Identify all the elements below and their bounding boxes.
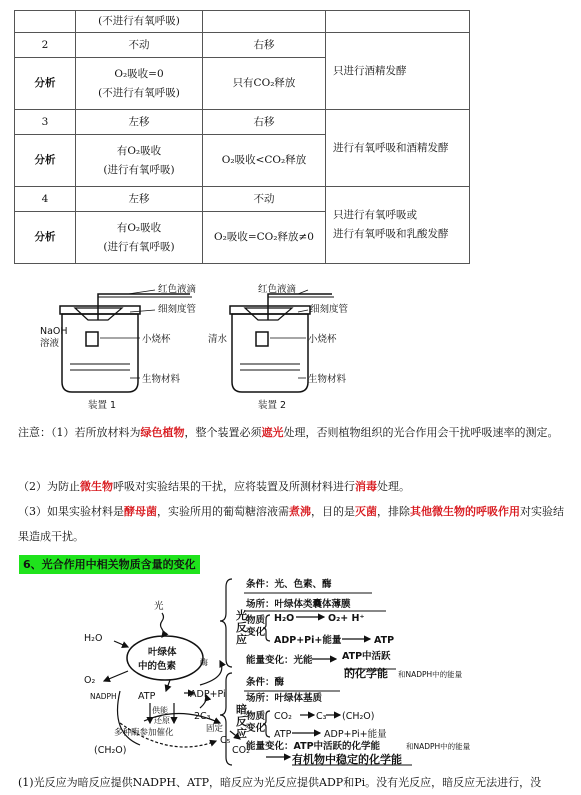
conclusion-cell — [326, 11, 470, 33]
conclusion-cell — [326, 33, 470, 110]
table-cell-line: 进行有氧呼吸和酒精发酵 — [333, 141, 449, 154]
table-cell-line: 左移 — [128, 115, 150, 128]
nadph-label: NADPH — [90, 692, 117, 701]
device2-cell — [203, 58, 326, 110]
conclusion-cell — [326, 187, 470, 264]
table-cell-line: O₂吸收<CO₂释放 — [221, 154, 307, 166]
device1-cell — [76, 33, 203, 58]
dr-eq1-a: CO₂ — [274, 711, 292, 722]
lr-mat-1: 物质 — [246, 615, 266, 626]
lr-mat-2: 变化 — [246, 627, 266, 638]
table-row — [15, 11, 470, 33]
label-naoh-solution: 溶液 — [40, 338, 60, 349]
label-device-1: 装置 1 — [88, 400, 117, 411]
table-cell-line: 只有CO₂释放 — [232, 77, 296, 89]
label-small-beaker-2: 小烧杯 — [308, 334, 337, 345]
lr-3: 应 — [236, 633, 247, 646]
lr-energy-c: 的化学能 — [344, 667, 388, 680]
device2-cell — [203, 212, 326, 264]
c5-label: C₅ — [220, 735, 231, 746]
chloroplast-label: 叶绿体 — [148, 647, 177, 658]
h2o-label: H₂O — [84, 633, 103, 644]
c3-label: 2C₃ — [194, 711, 211, 722]
note-3: （3）如果实验材料是酵母菌，实验所用的葡萄糖溶液需煮沸，目的是灭菌，排除其他微生物的呼吸作用对实验结果造成干扰。 — [18, 505, 564, 543]
table-row — [15, 110, 470, 135]
table-cell-line: O₂吸收=0 — [114, 67, 164, 80]
supply-label: 供能 — [152, 706, 168, 715]
dr-energy-b: 和NADPH中的能量 — [406, 742, 471, 751]
table-row — [15, 187, 470, 212]
lr-energy: 能量变化：光能 — [246, 655, 313, 666]
analysis-label: 分析 — [15, 212, 76, 264]
dr-eq2-b: ADP+Pi+能量 — [324, 729, 387, 740]
dr-1: 暗 — [236, 703, 247, 716]
device-number: 3 — [15, 110, 76, 135]
dr-eq1-c: (CH₂O) — [342, 711, 375, 722]
table-cell-line: 只进行酒精发酵 — [333, 64, 407, 77]
fix-label: 固定 — [206, 724, 224, 734]
pigment-label: 中的色素 — [138, 661, 177, 672]
device2-cell — [203, 110, 326, 135]
label-red-drop-1: 红色液滴 — [158, 284, 197, 295]
lr-condition: 条件：光、色素、酶 — [246, 579, 332, 590]
dr-mat-2: 变化 — [246, 723, 266, 734]
dr-3: 应 — [236, 727, 247, 740]
label-bio-1: 生物材料 — [142, 374, 181, 385]
label-water: 清水 — [208, 334, 228, 345]
note-1: 注意：（1）若所放材料为绿色植物，整个装置必须遮光处理，否则植物组织的光合作用会干扰呼吸速率的测定。 — [18, 426, 559, 439]
result-table — [14, 10, 470, 264]
table-cell-line: (不进行有氧呼吸) — [98, 15, 180, 27]
device-number: 2 — [15, 33, 76, 58]
dr-condition: 条件：酶 — [246, 677, 285, 688]
dr-eq1-b: C₃ — [316, 711, 327, 722]
label-tube-1: 细刻度管 — [158, 304, 197, 315]
label-device-2: 装置 2 — [258, 400, 287, 411]
bottom-paragraph: (1)光反应为暗反应提供NADPH、ATP，暗反应为光反应提供ADP和Pi。没有光反应，暗反应无法进行，没 — [18, 776, 542, 789]
dr-eq2-a: ATP — [274, 729, 292, 740]
dr-2: 反 — [236, 715, 247, 728]
label-naoh: NaOH — [40, 326, 68, 337]
table-cell-line: 右移 — [253, 115, 275, 128]
table-cell-line: 右移 — [253, 38, 275, 51]
o2-label: O₂ — [84, 675, 96, 686]
device-number — [15, 11, 76, 33]
table-cell-line: (不进行有氧呼吸) — [98, 86, 180, 99]
device1-cell — [76, 110, 203, 135]
device1-cell — [76, 212, 203, 264]
label-red-drop-2: 红色液滴 — [258, 284, 297, 295]
lr-eq2-a: ADP+Pi+能量 — [274, 635, 342, 646]
device2-cell — [203, 187, 326, 212]
section-title: 6、光合作用中相关物质含量的变化 — [19, 555, 200, 574]
lr-eq1-b: O₂+ H⁺ — [328, 613, 365, 624]
dr-place: 场所：叶绿体基质 — [246, 693, 323, 704]
device-number: 4 — [15, 187, 76, 212]
lr-eq1-a: H₂O — [274, 613, 295, 624]
note-2: （2）为防止微生物呼吸对实验结果的干扰，应将装置及所测材料进行消毒处理。 — [18, 480, 410, 493]
device1-cell — [76, 58, 203, 110]
table-cell-line: O₂吸收=CO₂释放≠0 — [214, 231, 314, 243]
table-cell-line: 不动 — [128, 38, 150, 51]
table-cell-line: 有O₂吸收 — [116, 144, 162, 157]
label-small-beaker-1: 小烧杯 — [142, 334, 171, 345]
label-bio-2: 生物材料 — [308, 374, 347, 385]
device1-cell — [76, 135, 203, 187]
atp-label: ATP — [138, 691, 156, 702]
enzyme-label: 酶 — [200, 658, 208, 667]
label-tube-2: 细刻度管 — [310, 304, 349, 315]
table-cell-line: 有O₂吸收 — [116, 221, 162, 234]
device2-cell — [203, 135, 326, 187]
analysis-label: 分析 — [15, 135, 76, 187]
photosynthesis-figure — [80, 573, 570, 767]
lr-2: 反 — [236, 621, 247, 634]
reduce-label: 还原 — [154, 716, 170, 725]
lr-1: 光 — [236, 609, 247, 622]
light-label: 光 — [154, 601, 164, 612]
table-cell-line: 左移 — [128, 192, 150, 205]
multi-enzyme-label: 多种酶参加催化 — [114, 728, 174, 738]
device2-cell — [203, 11, 326, 33]
dr-mat-1: 物质 — [246, 711, 266, 722]
dr-energy: 能量变化：ATP中活跃的化学能 — [246, 741, 381, 752]
lr-energy-b: ATP中活跃 — [342, 651, 391, 662]
ch2o-label: (CH₂O) — [94, 745, 127, 756]
table-cell-line: 进行有氧呼吸和乳酸发酵 — [333, 228, 449, 240]
co2-label: CO₂ — [232, 745, 250, 756]
table-cell-line: 只进行有氧呼吸或 — [333, 209, 417, 221]
adp-pi-label: ADP+Pi — [190, 689, 226, 700]
table-row — [15, 33, 470, 58]
conclusion-cell — [326, 110, 470, 187]
lr-energy-d: 和NADPH中的能量 — [398, 670, 463, 679]
table-cell-line: (进行有氧呼吸) — [103, 163, 175, 176]
dr-energy-c: 有机物中稳定的化学能 — [292, 753, 402, 766]
analysis-label: 分析 — [15, 58, 76, 110]
lr-place: 场所：叶绿体类囊体薄膜 — [246, 599, 351, 610]
table-cell-line: (进行有氧呼吸) — [103, 240, 175, 253]
device1-cell — [76, 187, 203, 212]
table-cell-line: 不动 — [253, 192, 275, 205]
respiration-devices-figure — [40, 282, 360, 412]
device1-cell — [76, 11, 203, 33]
device2-cell — [203, 33, 326, 58]
lr-eq2-b: ATP — [374, 635, 395, 646]
